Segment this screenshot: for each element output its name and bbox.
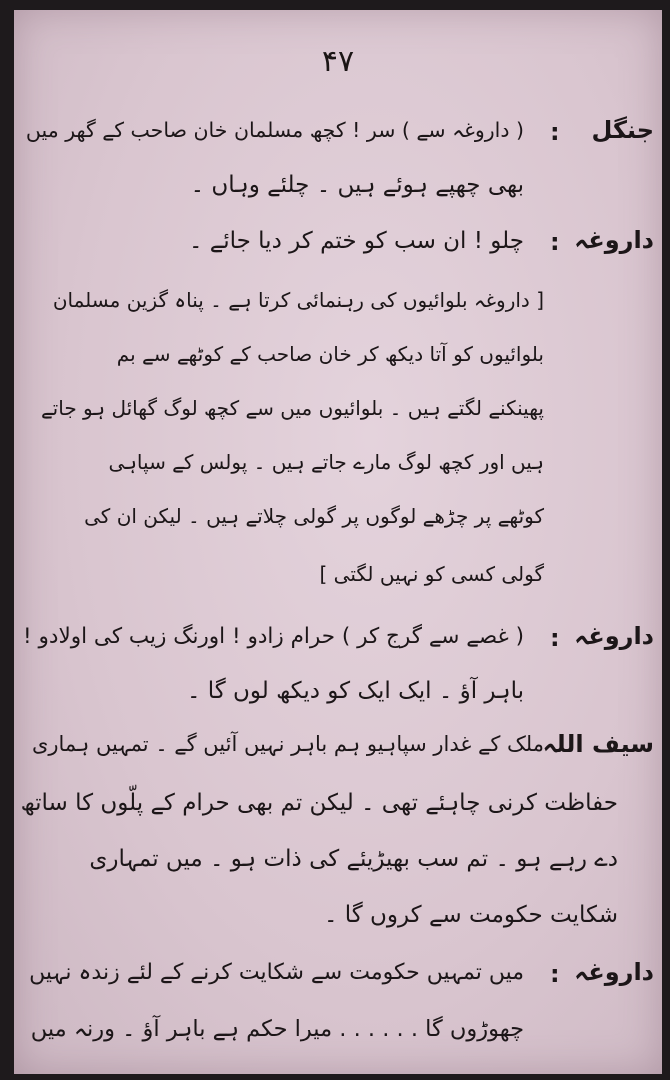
speaker-name: جنگل <box>591 116 654 144</box>
dialogue-line: باہر آؤ ۔ ایک ایک کو دیکھ لوں گا ۔ <box>186 678 524 704</box>
dialogue-line: ( داروغہ سے ) سر ! کچھ مسلمان خان صاحب کے گھر میں <box>25 118 524 142</box>
speaker-name: داروغہ <box>574 958 654 986</box>
speaker-colon: : <box>550 960 560 988</box>
stage-direction-line: کوٹھے پر چڑھے لوگوں پر گولی چلاتے ہیں ۔ لیکن ان کی <box>84 504 544 528</box>
page-number: ۴۷ <box>321 44 355 79</box>
speaker-colon: : <box>550 624 560 652</box>
book-page <box>14 10 662 1074</box>
speaker-colon: : <box>550 228 560 256</box>
speaker-name: سیف اللہ <box>542 730 654 758</box>
dialogue-line: حفاظت کرنی چاہئے تھی ۔ لیکن تم بھی حرام کے پلّوں کا ساتھ <box>20 790 618 816</box>
stage-direction-line: بلوائیوں کو آتا دیکھ کر خان صاحب کے کوٹھے سے بم <box>116 342 544 366</box>
speaker-colon: : <box>550 118 560 146</box>
stage-direction-line: گولی کسی کو نہیں لگتی ] <box>319 562 544 586</box>
dialogue-line: دے رہے ہو ۔ تم سب بھیڑیئے کی ذات ہو ۔ میں تمہاری <box>89 846 618 872</box>
speaker-name: داروغہ <box>574 622 654 650</box>
dialogue-line: ملک کے غدار سپاہیو ہم باہر نہیں آئیں گے ۔ تمہیں ہماری <box>31 732 544 756</box>
stage-direction-line: ہیں اور کچھ لوگ مارے جاتے ہیں ۔ پولس کے سپاہی <box>108 450 544 474</box>
dialogue-line: میں تمہیں حکومت سے شکایت کرنے کے لئے زندہ نہیں <box>29 960 524 985</box>
speaker-name: داروغہ <box>574 226 654 254</box>
dialogue-line: چھوڑوں گا . . . . . . میرا حکم ہے باہر آؤ ۔ ورنہ میں <box>30 1016 524 1042</box>
dialogue-line: بھی چھپے ہوئے ہیں ۔ چلئے وہاں ۔ <box>190 172 524 198</box>
dialogue-line: چلو ! ان سب کو ختم کر دیا جائے ۔ <box>188 228 524 254</box>
dialogue-line: شکایت حکومت سے کروں گا ۔ <box>323 902 618 928</box>
stage-direction-line: [ داروغہ بلوائیوں کی رہنمائی کرتا ہے ۔ پناہ گزین مسلمان <box>52 288 544 312</box>
dialogue-line: ( غصے سے گرج کر ) حرام زادو ! اورنگ زیب کی اولادو ! <box>23 624 524 649</box>
stage-direction-line: پھینکنے لگتے ہیں ۔ بلوائیوں میں سے کچھ لوگ گھائل ہو جاتے <box>40 396 544 420</box>
